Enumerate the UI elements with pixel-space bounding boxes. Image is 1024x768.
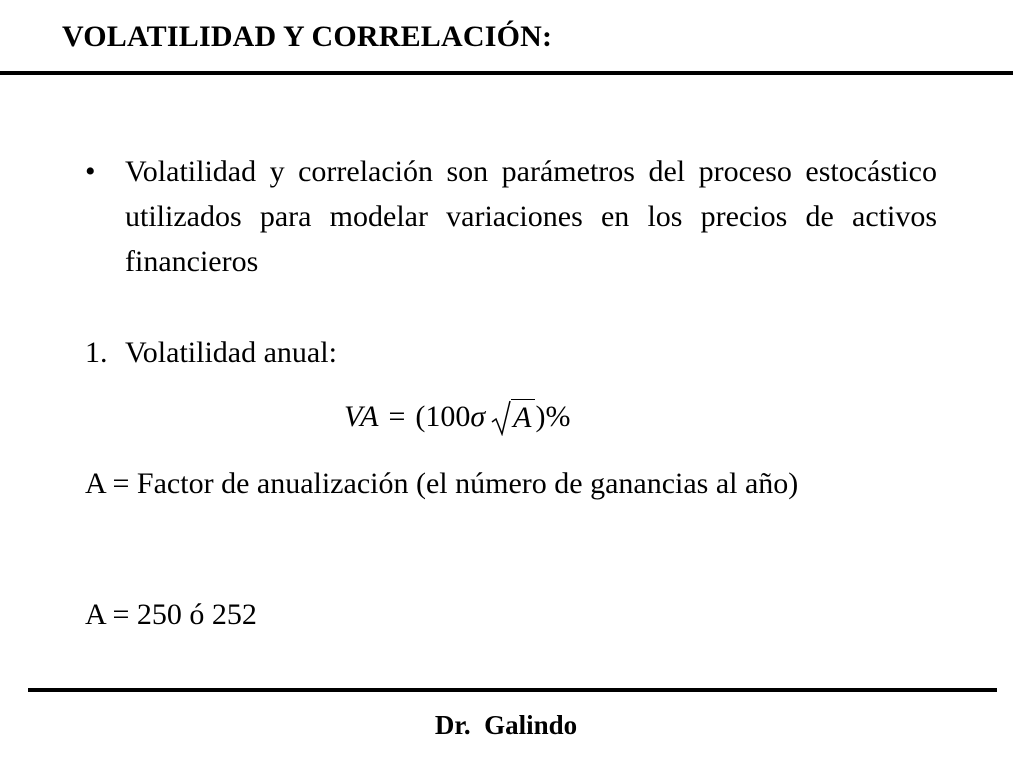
definition-line	[85, 461, 937, 506]
formula-radicand: A	[511, 399, 535, 436]
definition-text: A = Factor de anualización (el número de ganancias al año)	[85, 467, 799, 500]
top-divider	[0, 71, 1013, 75]
radical-sign-icon	[491, 400, 511, 436]
formula-sigma: σ	[470, 400, 486, 433]
numbered-mark: 1.	[85, 336, 108, 369]
formula-open: (100	[415, 400, 471, 433]
formula-equals: =	[388, 400, 406, 433]
square-root	[491, 397, 535, 436]
annual-volatility-formula	[344, 394, 570, 439]
bullet-text: Volatilidad y correlación son parámetros del proceso estocástico utilizados para modelar variaciones en los precios de activos financieros	[125, 155, 937, 278]
values-line	[85, 592, 937, 637]
values-text: A = 250 ó 252	[85, 598, 257, 631]
bullet-mark: •	[85, 155, 96, 188]
formula-lhs: VA	[344, 400, 379, 433]
numbered-item	[85, 330, 937, 375]
bullet-point	[85, 149, 937, 284]
footer-author: Dr. Galindo	[434, 710, 578, 740]
slide-title: VOLATILIDAD Y CORRELACIÓN:	[62, 20, 553, 53]
numbered-text: Volatilidad anual:	[125, 336, 337, 369]
bottom-divider	[28, 688, 997, 692]
formula-close: )%	[535, 400, 571, 433]
